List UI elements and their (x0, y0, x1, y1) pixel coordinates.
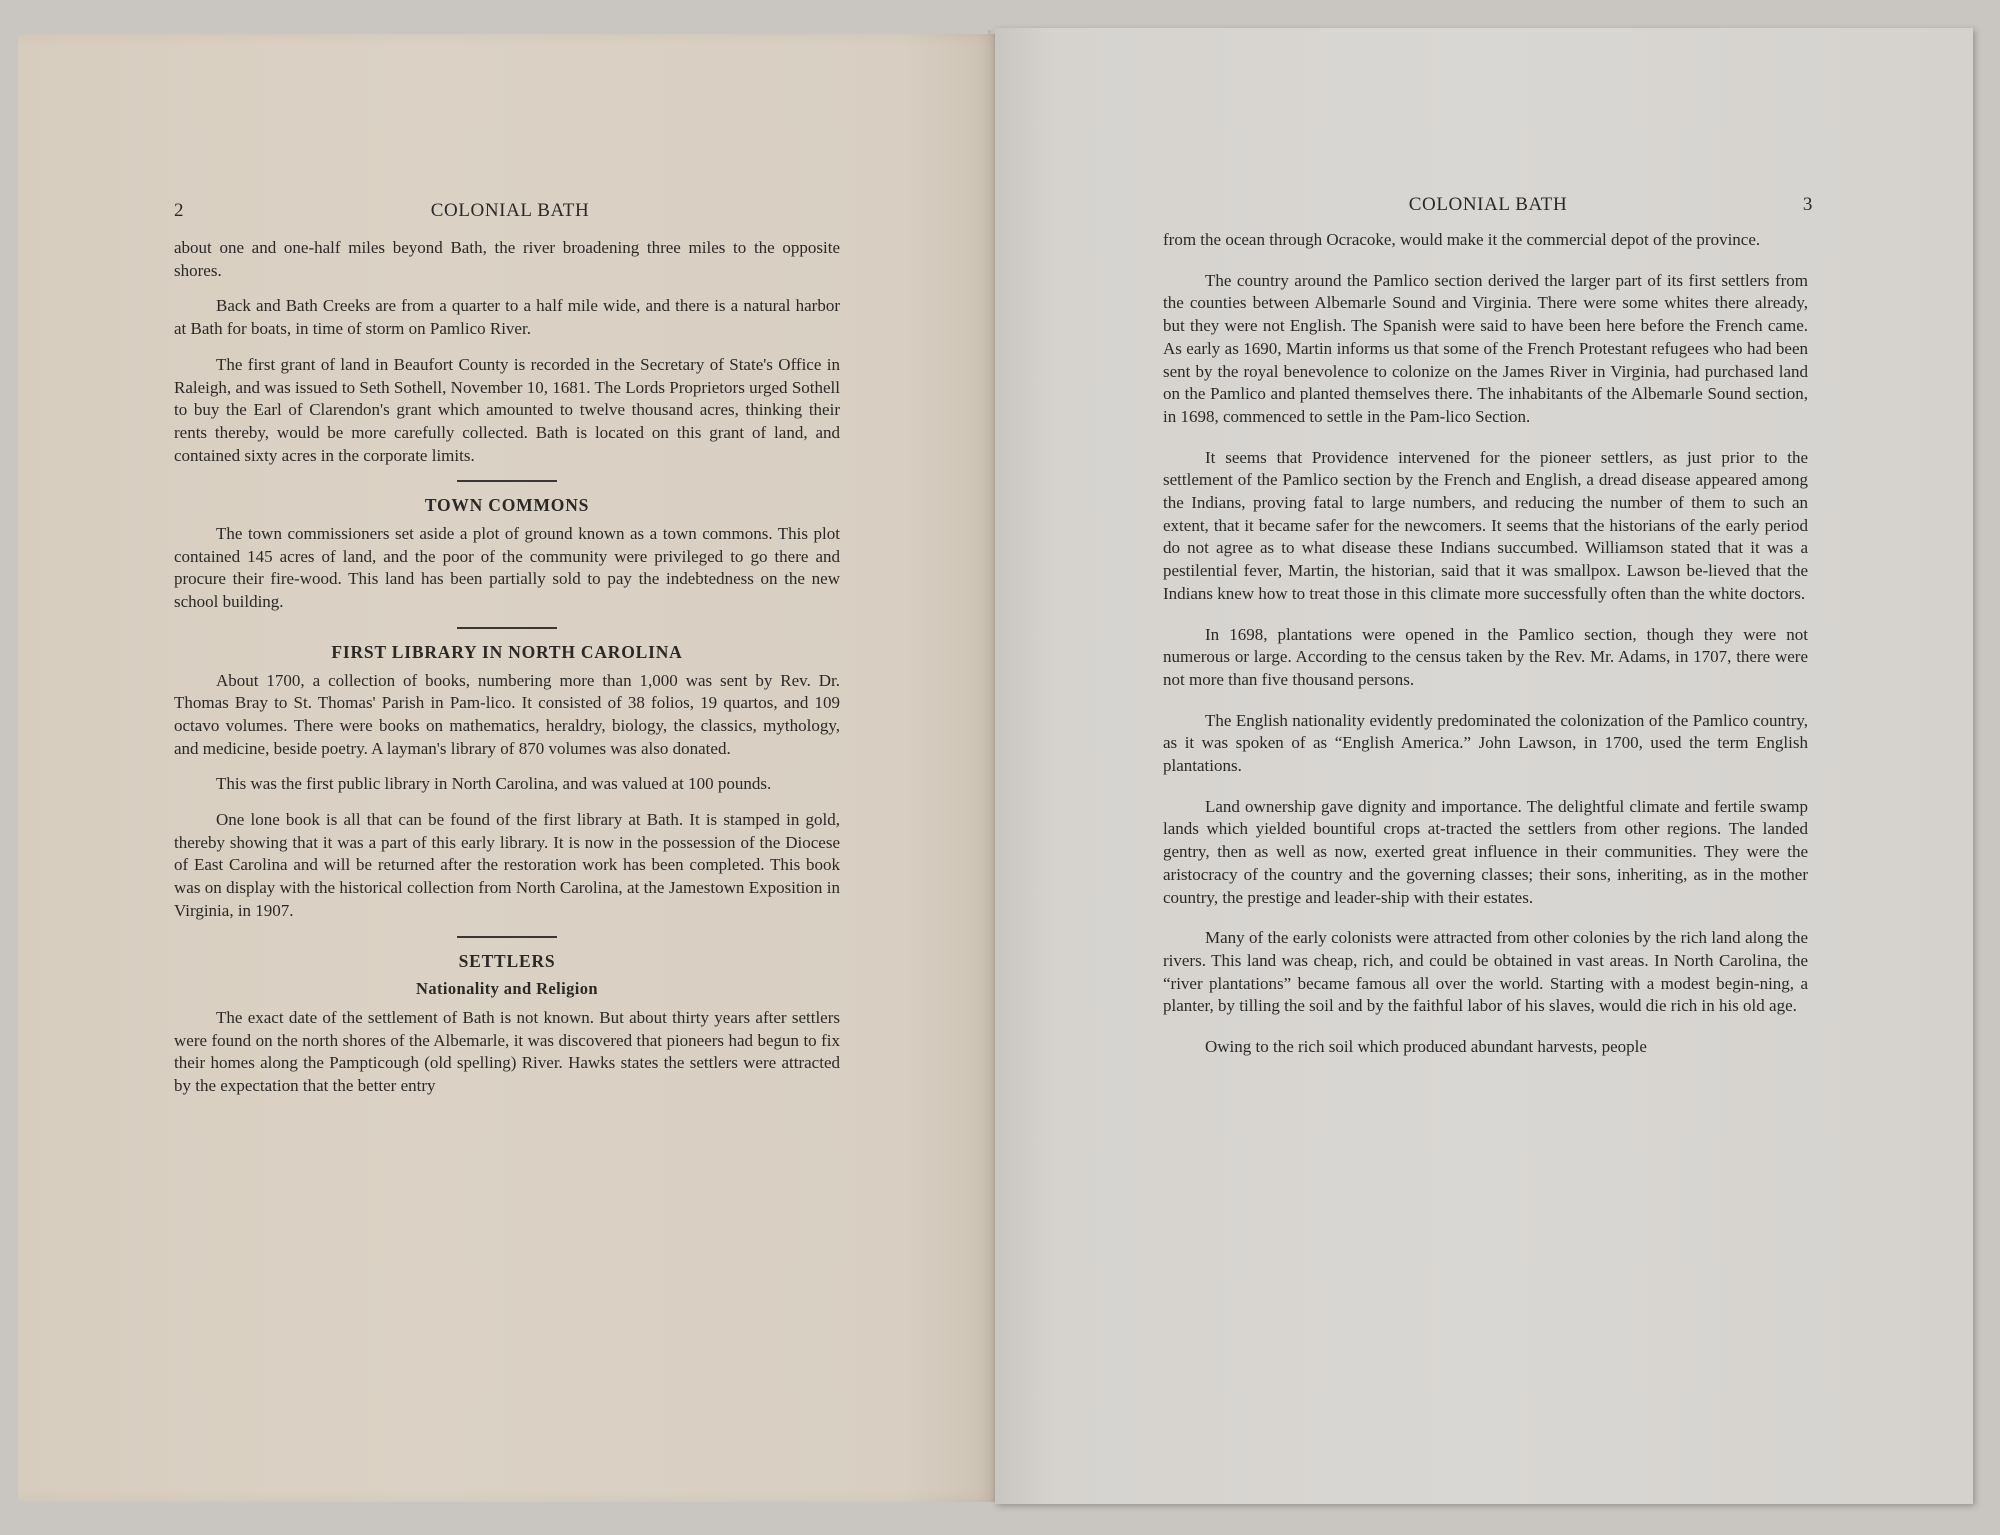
paragraph: It seems that Providence intervened for the pioneer settlers, as just prior to the settlement of the Pamlico section by the French and English, a dread disease appeared among the Indians, proving fatal to large numbers, and reducing the number of them to such an extent, that it became safer for the newcomers. It seems that the historians of the early period do not agree as to what disease these Indians succumbed. Williamson stated that it was a pestilential fever, Martin, the historian, said that it was smallpox. Lawson be-lieved that the Indians knew how to treat those in this climate more successfully often than the white doctors. (1163, 447, 1808, 603)
paragraph: Back and Bath Creeks are from a quarter to a half mile wide, and there is a natural harbor at Bath for boats, in time of storm on Pamlico River. (174, 296, 840, 339)
section-divider (457, 627, 557, 629)
paragraph: This was the first public library in North Carolina, and was valued at 100 pounds. (216, 774, 772, 794)
page-number: 2 (174, 200, 185, 221)
paragraph: Many of the early colonists were attracted from other colonies by the rich land along the rivers. This land was cheap, rich, and could be obtained in vast areas. In North Carolina, the “river plantations” became famous all over the world. Starting with a modest begin-ning, a planter, by tilling the soil and by the faithful labor of his slaves, would die rich in his old age. (1163, 928, 1808, 1016)
section-heading-settlers: SETTLERS (458, 950, 556, 971)
section-heading-town-commons: TOWN COMMONS (424, 495, 590, 516)
paragraph: In 1698, plantations were opened in the Pamlico section, though they were not numerous or large. According to the census taken by the Rev. Mr. Adams, in 1707, there were not more than five thousand persons. (1163, 624, 1808, 689)
section-divider (457, 480, 557, 482)
paragraph: The English nationality evidently predominated the colonization of the Pamlico country, as it was spoken of as “English America.” John Lawson, in 1700, used the term English plantations. (1163, 710, 1808, 776)
paragraph: about one and one-half miles beyond Bath, the river broadening three miles to the opposite shores. (174, 238, 840, 280)
paragraph: The first grant of land in Beaufort County is recorded in the Secretary of State's Office in Raleigh, and was issued to Seth Sothell, November 10, 1681. The Lords Proprietors urged Sothell to buy the Earl of Clarendon's grant which amounted to twelve thousand acres, thinking their rents thereby, would be more carefully collected. Bath is located on this grant of land, and contained sixty acres in the corporate limits. (174, 354, 840, 465)
paragraph: The exact date of the settlement of Bath is not known. But about thirty years after settlers were found on the north shores of the Albemarle, it was discovered that pioneers had begun to fix their homes along the Pampticough (old spelling) River. Hawks states the settlers were attracted by the expectation that the better entry (174, 1007, 840, 1096)
page-number: 3 (1802, 194, 1813, 215)
paragraph: The town commissioners set aside a plot of ground known as a town commons. This plot contained 145 acres of land, and the poor of the community were privileged to go there and procure their fire-wood. This land has been partially sold to pay the indebtedness on the new school building. (174, 524, 840, 612)
section-subheading: Nationality and Religion (416, 979, 598, 999)
section-heading-first-library: FIRST LIBRARY IN NORTH CAROLINA (331, 641, 683, 662)
right-page (995, 28, 1973, 1504)
section-divider (457, 936, 557, 938)
paragraph: from the ocean through Ocracoke, would make it the commercial depot of the province. (1163, 230, 1761, 249)
right-text-block (1163, 229, 1808, 1077)
paragraph: Land ownership gave dignity and importance. The delightful climate and fertile swamp lands which yielded bountiful crops at-tracted the settlers from other regions. The landed gentry, then as well as now, exerted great influence in their communities. They were the aristocracy of the country and the governing classes; their sons, inheriting, as in the mother country, the prestige and leader-ship with their estates. (1163, 796, 1808, 907)
left-page (18, 34, 1000, 1502)
paragraph: The country around the Pamlico section derived the larger part of its first settlers from the counties between Albemarle Sound and Virginia. There were some whites there already, but they were not English. The Spanish were said to have been here before the French came. As early as 1690, Martin informs us that some of the French Protestant refugees who had been sent by the royal benevolence to colonize on the James River in Virginia, had purchased land on the Pamlico and planted themselves there. The inhabitants of the Albemarle Sound section, in 1698, commenced to settle in the Pam-lico Section. (1163, 270, 1808, 426)
paragraph: One lone book is all that can be found of the first library at Bath. It is stamped in gold, thereby showing that it was a part of this early library. It is now in the possession of the Diocese of East Carolina and will be returned after the restoration work has been completed. This book was on display with the historical collection from North Carolina, at the Jamestown Exposition in Virginia, in 1907. (174, 810, 840, 920)
paragraph: About 1700, a collection of books, numbering more than 1,000 was sent by Rev. Dr. Thomas Bray to St. Thomas' Parish in Pam-lico. It consisted of 38 folios, 19 quartos, and 109 octavo volumes. There were books on mathematics, heraldry, biology, the classics, mythology, and medicine, beside poetry. A layman's library of 870 volumes was also donated. (174, 670, 840, 758)
paragraph: Owing to the rich soil which produced abundant harvests, people (1205, 1037, 1647, 1057)
running-title: COLONIAL BATH (1408, 194, 1568, 215)
left-text-block (174, 237, 840, 1111)
running-title: COLONIAL BATH (430, 200, 590, 221)
